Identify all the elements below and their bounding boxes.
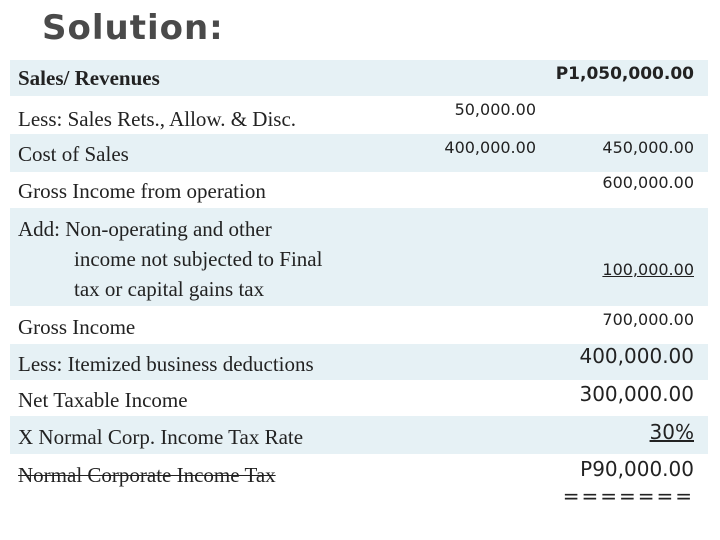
row-gross-income: [10, 306, 708, 344]
tax-rate-value: 30%: [649, 420, 694, 444]
itemized-deductions-label: Less: Itemized business deductions: [18, 352, 314, 376]
net-taxable-amount: 300,000.00: [579, 382, 694, 406]
row-non-operating: [10, 208, 708, 306]
corporate-tax-amount: P90,000.00: [580, 457, 694, 481]
row-corporate-income-tax: [10, 454, 708, 520]
sales-label: Sales/ Revenues: [18, 66, 160, 90]
non-operating-line2: income not subjected to Final: [74, 247, 323, 271]
cost-total-amount: 450,000.00: [602, 138, 694, 157]
non-operating-line3: tax or capital gains tax: [74, 277, 265, 301]
non-operating-amount: 100,000.00: [602, 260, 694, 279]
corporate-tax-double-line: =======: [562, 484, 694, 508]
non-operating-line1: Add: Non-operating and other: [18, 217, 272, 241]
tax-rate-label: X Normal Corp. Income Tax Rate: [18, 425, 304, 449]
row-sales-returns: [10, 96, 708, 134]
row-cost-of-sales: [10, 134, 708, 172]
cost-of-sales-amount: 400,000.00: [444, 138, 536, 157]
gross-income-amount: 700,000.00: [602, 310, 694, 329]
row-net-taxable-income: [10, 380, 708, 416]
sales-returns-amount: 50,000.00: [454, 100, 536, 119]
income-tax-table: [10, 60, 708, 520]
sales-amount: P1,050,000.00: [555, 64, 694, 84]
non-operating-label: [18, 214, 322, 304]
gross-income-label: Gross Income: [18, 315, 136, 339]
sales-returns-label: Less: Sales Rets., Allow. & Disc.: [18, 107, 297, 131]
corporate-tax-label: Normal Corporate Income Tax: [18, 463, 276, 487]
row-itemized-deductions: [10, 344, 708, 380]
cost-of-sales-label: Cost of Sales: [18, 142, 129, 166]
row-sales: [10, 60, 708, 96]
gross-operation-label: Gross Income from operation: [18, 179, 266, 203]
itemized-deductions-amount: 400,000.00: [579, 344, 694, 368]
net-taxable-label: Net Taxable Income: [18, 388, 188, 412]
page-title: Solution:: [42, 8, 224, 48]
gross-operation-amount: 600,000.00: [602, 173, 694, 192]
row-tax-rate: [10, 416, 708, 454]
row-gross-income-operation: [10, 172, 708, 208]
